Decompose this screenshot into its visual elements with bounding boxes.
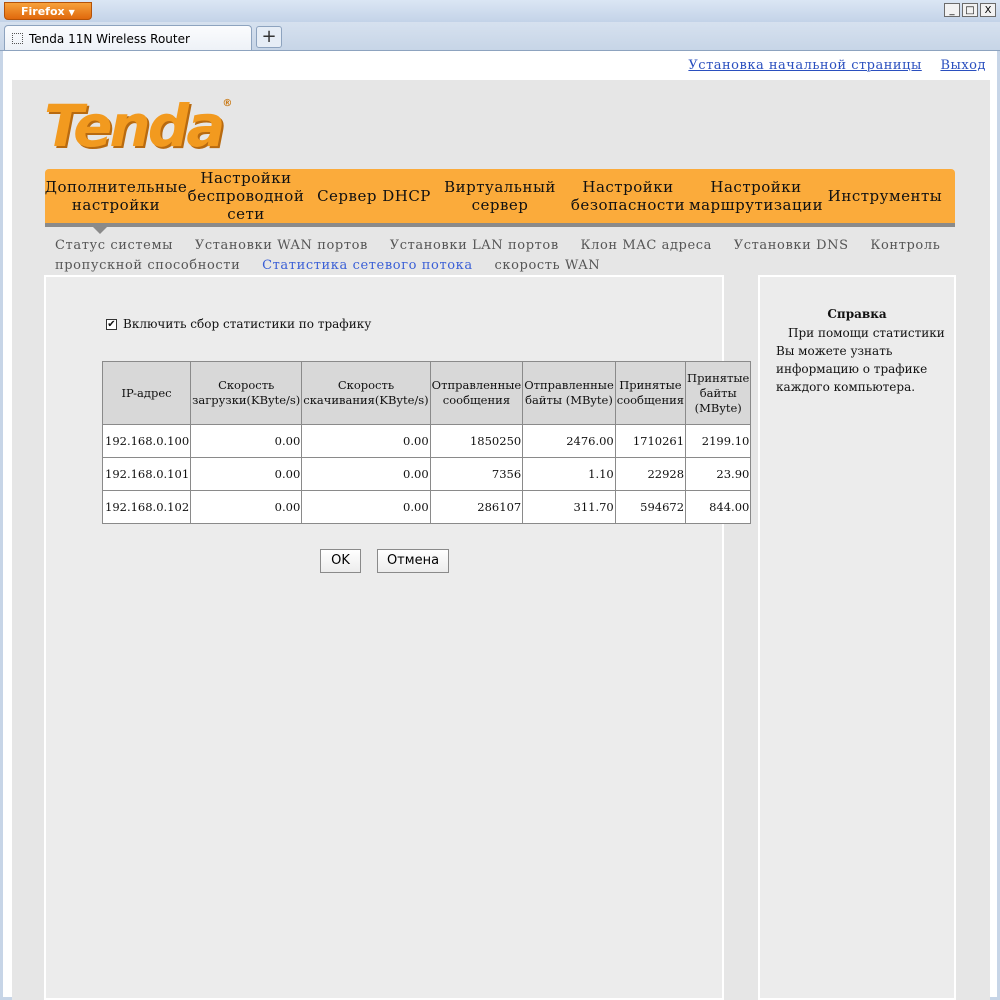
firefox-menu-label: Firefox	[21, 5, 65, 18]
nav-dhcp-server[interactable]: Сервер DHCP	[317, 187, 431, 205]
col-ip-address: IP-адрес	[103, 362, 191, 425]
sub-navigation	[55, 236, 950, 276]
subnav-traffic-statistics[interactable]: Статистика сетевого потока	[262, 258, 473, 273]
cell-ip: 192.168.0.102	[103, 491, 191, 524]
table-row	[103, 425, 751, 458]
nav-advanced-settings[interactable]: Дополнительные настройки	[44, 178, 188, 214]
cell-upload-speed: 0.00	[191, 491, 302, 524]
subnav-dns-settings[interactable]: Установки DNS	[733, 238, 849, 253]
logout-link[interactable]: Выход	[940, 58, 986, 73]
subnav-lan-settings[interactable]: Установки LAN портов	[389, 238, 559, 253]
close-button[interactable]: X	[980, 3, 996, 17]
nav-routing-settings[interactable]: Настройки маршрутизации	[688, 178, 824, 214]
col-upload-speed: Скорость загрузки(KByte/s)	[191, 362, 302, 425]
cell-sent-bytes: 1.10	[523, 458, 616, 491]
cell-download-speed: 0.00	[302, 491, 430, 524]
active-nav-pointer-icon	[92, 226, 108, 234]
dropdown-arrow-icon: ▼	[68, 8, 75, 17]
cell-download-speed: 0.00	[302, 458, 430, 491]
browser-tab-title: Tenda 11N Wireless Router	[29, 32, 190, 46]
cell-received-bytes: 23.90	[686, 458, 751, 491]
subnav-system-status[interactable]: Статус системы	[55, 238, 174, 253]
cell-download-speed: 0.00	[302, 425, 430, 458]
stats-enable-label: Включить сбор статистики по трафику	[123, 317, 372, 331]
cell-sent-messages: 1850250	[430, 425, 523, 458]
cell-upload-speed: 0.00	[191, 425, 302, 458]
table-header-row	[103, 362, 751, 425]
help-panel	[758, 275, 956, 1000]
cell-received-messages: 1710261	[615, 425, 685, 458]
cell-received-bytes: 844.00	[686, 491, 751, 524]
cell-sent-bytes: 311.70	[523, 491, 616, 524]
cell-received-messages: 594672	[615, 491, 685, 524]
traffic-stats-table	[102, 361, 751, 524]
cell-sent-bytes: 2476.00	[523, 425, 616, 458]
browser-tab[interactable]	[4, 25, 252, 50]
cancel-button[interactable]: Отмена	[377, 549, 449, 573]
help-text: При помощи статистики Вы можете узнать информацию о трафике каждого компьютера.	[776, 326, 945, 394]
cell-ip: 192.168.0.100	[103, 425, 191, 458]
help-title: Справка	[827, 307, 887, 321]
cell-ip: 192.168.0.101	[103, 458, 191, 491]
page-favicon-icon	[12, 33, 23, 44]
minimize-button[interactable]: _	[944, 3, 960, 17]
cell-received-messages: 22928	[615, 458, 685, 491]
firefox-menu-button[interactable]	[4, 2, 92, 20]
col-received-bytes: Принятые байты (MByte)	[686, 362, 751, 425]
stats-enable-checkbox[interactable]: ✔	[107, 318, 116, 330]
browser-tabbar	[0, 22, 1000, 51]
col-sent-bytes: Отправленные байты (MByte)	[523, 362, 616, 425]
tenda-logo	[44, 92, 232, 160]
cell-sent-messages: 7356	[430, 458, 523, 491]
subnav-wan-speed[interactable]: скорость WAN	[494, 258, 601, 273]
cell-received-bytes: 2199.10	[686, 425, 751, 458]
nav-virtual-server[interactable]: Виртуальный сервер	[444, 178, 556, 214]
col-sent-messages: Отправленные сообщения	[430, 362, 523, 425]
nav-wireless-settings[interactable]: Настройки беспроводной сети	[187, 169, 305, 223]
new-tab-button[interactable]: +	[256, 26, 282, 48]
subnav-wan-settings[interactable]: Установки WAN портов	[194, 238, 368, 253]
logo-text: Tenda	[44, 92, 223, 160]
window-controls	[944, 3, 996, 17]
homepage-setup-link[interactable]: Установка начальной страницы	[688, 58, 922, 73]
table-row	[103, 491, 751, 524]
registered-mark: ®	[222, 98, 233, 109]
stats-enable-row	[106, 317, 371, 331]
maximize-button[interactable]: □	[962, 3, 978, 17]
nav-security-settings[interactable]: Настройки безопасности	[570, 178, 686, 214]
top-links	[674, 58, 986, 73]
cell-sent-messages: 286107	[430, 491, 523, 524]
col-download-speed: Скорость скачивания(KByte/s)	[302, 362, 430, 425]
cell-upload-speed: 0.00	[191, 458, 302, 491]
col-received-messages: Принятые сообщения	[615, 362, 685, 425]
subnav-bandwidth-control[interactable]: Контроль пропускной способности	[55, 238, 941, 273]
window-titlebar	[0, 0, 1000, 23]
ok-button[interactable]: OK	[320, 549, 361, 573]
main-navigation	[45, 169, 955, 227]
subnav-mac-clone[interactable]: Клон MAC адреса	[580, 238, 713, 253]
nav-tools[interactable]: Инструменты	[827, 187, 943, 205]
table-row	[103, 458, 751, 491]
